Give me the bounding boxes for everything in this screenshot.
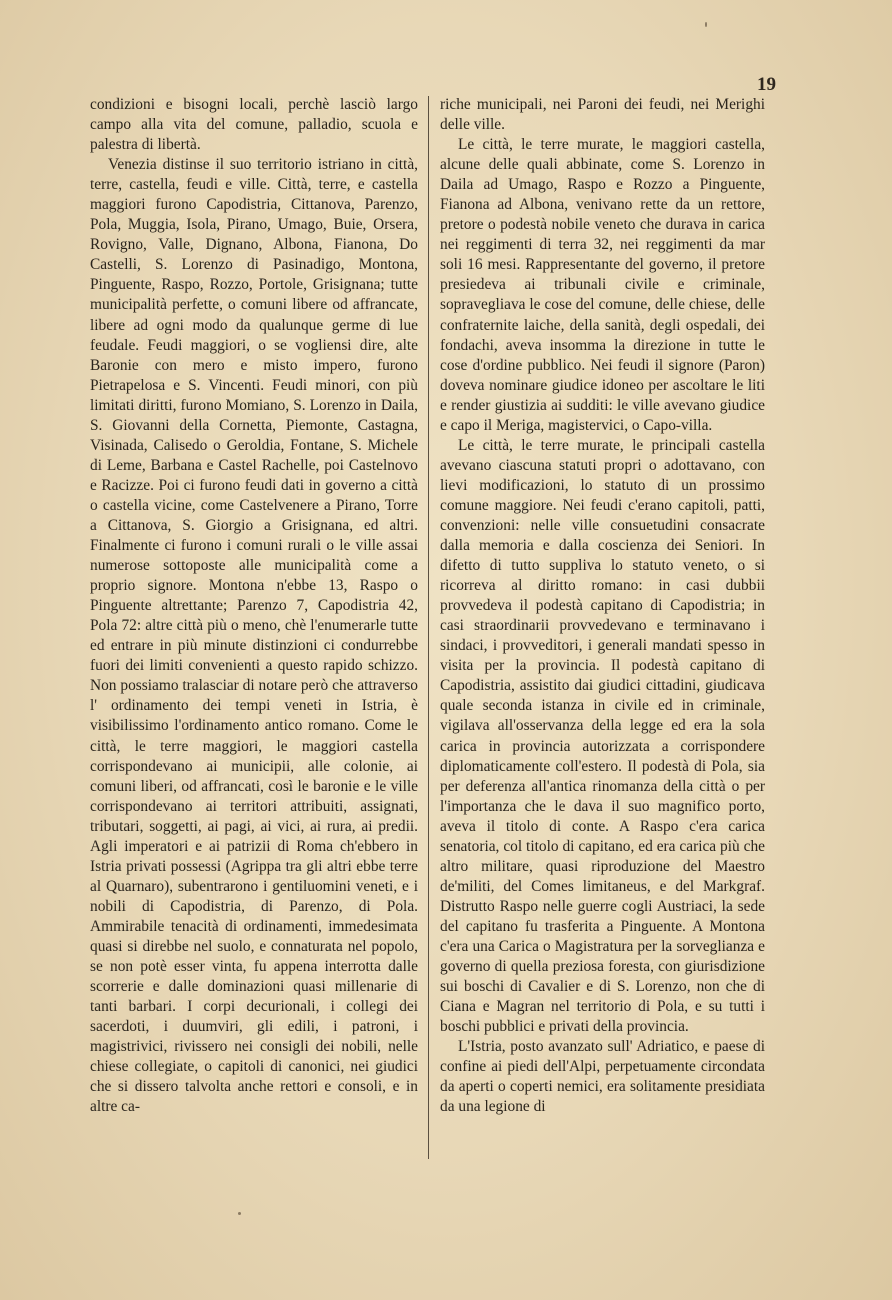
paragraph: Le città, le terre murate, le maggiori castella, alcune delle quali abbinate, come S. Lorenzo in Daila ad Umago, Raspo e Rozzo a Pinguente, Fianona ad Albona, venivano rette da un rettore, pretore o podestà nobile veneto che durava in carica nei reggimenti di terra 32, nei reggimenti da mar soli 16 mesi. Rappresentante del governo, il pretore presiedeva ai tribunali civile e criminale, sopravegliava le cose del comune, delle chiese, delle confraternite laiche, della sanità, degli ospedali, dei fondachi, aveva insomma la direzione in tutte le cose d'ordine pubblico. Nei feudi il signore (Paron) doveva nominare giudice idoneo per ascoltare le liti e render giustizia ai sudditi: le ville avevano giudice e capo il Meriga, magistervici, o Capo-villa. [440,136,765,434]
paper-speck [705,22,707,27]
left-text-column [90,95,418,1165]
paragraph: condizioni e bisogni locali, perchè lasciò largo campo alla vita del comune, palladio, scuola e palestra di libertà. [90,96,418,154]
paper-speck [238,1212,241,1215]
right-text-column [440,95,765,1165]
paragraph: Venezia distinse il suo territorio istriano in città, terre, castella, feudi e ville. Città, terre, e castella maggiori furono Capodistria, Cittanova, Parenzo, Pola, Muggia, Isola, Pirano, Umago, Buie, Orsera, Rovigno, Valle, Dignano, Albona, Fianona, Do Castelli, S. Lorenzo di Pasinadigo, Montona, Pinguente, Raspo, Rozzo, Portole, Grisignana; tutte municipalità perfette, o comuni libere od affrancate, libere ad ogni modo da qualunque germe di lue feudale. Feudi maggiori, o se vogliensi dire, alte Baronie con mero e misto impero, furono Pietrapelosa e S. Vincenti. Feudi minori, con più limitati diritti, furono Momiano, S. Lorenzo in Daila, S. Giovanni della Cornetta, Piemonte, Castagna, Visinada, Calisedo o Geroldia, Fontane, S. Michele di Leme, Barbana e Castel Rachelle, poi Castelnovo e Racizze. Poi ci furono feudi dati in governo a città o castella vicine, come Castelvenere a Pirano, Torre a Cittanova, S. Giorgio a Grisignana, ed altri. Finalmente ci furono i comuni rurali o le ville assai numerose sottoposte alle municipalità come a proprio signore. Montona n'ebbe 13, Raspo o Pinguente altrettante; Parenzo 7, Capodistria 42, Pola 72: altre città più o meno, chè l'enumerarle tutte ed entrare in più minute distinzioni ci condurrebbe fuori dei limiti convenienti a questo rapido schizzo. Non possiamo tralasciar di notare però che attraverso l' ordinamento dei tempi veneti in Istria, è visibilissimo l'ordinamento antico romano. Come le città, le terre maggiori, le maggiori castella corrispondevano ai municipii, alle colonie, ai comuni liberi, od affrancati, così le baronie e le ville corrispondevano ai territori attribuiti, assignati, tributari, soggetti, ai pagi, ai vici, ai rura, ai predii. Agli imperatori e ai patrizii di Roma ch'ebbero in Istria privati possessi (Agrippa tra gli altri ebbe terre al Quarnaro), subentrarono i gentiluomini veneti, e i nobili di Capodistria, di Parenzo, di Pola. Ammirabile tenacità di ordinamenti, immedesimata quasi si direbbe nel suolo, e connaturata nel popolo, se non potè esser vinta, fu appena interrotta dalle scorrerie e dalle dominazioni quasi millenarie di tanti barbari. I corpi decurionali, i collegi dei sacerdoti, i duumviri, gli edili, i patroni, i magistrivici, rivissero nei consigli dei nobili, nelle chiese collegiate, o capitoli di canonici, nei giudici che si dissero talvolta anche rettori e consoli, e in altre ca- [90,156,418,1116]
paragraph: L'Istria, posto avanzato sull' Adriatico, e paese di confine ai piedi dell'Alpi, perpetuamente circondata da aperti o coperti nemici, era solitamente presidiata da una legione di [440,1038,765,1116]
column-divider [428,96,429,1159]
paragraph: riche municipali, nei Paroni dei feudi, nei Merighi delle ville. [440,96,765,134]
paragraph: Le città, le terre murate, le principali castella avevano ciascuna statuti propri o adottavano, con lievi modificazioni, lo statuto di un prossimo comune maggiore. Nei feudi c'erano capitoli, patti, convenzioni: nelle ville consuetudini consacrate dalla memoria e dalla coscienza dei Seniori. In difetto di tutto suppliva lo statuto veneto, o si ricorreva al diritto romano: in casi dubbii provvedeva il podestà capitano di Capodistria; in casi straordinarii provvedevano e terminavano i sindaci, i provveditori, i generali mandati spesso in visita per la provincia. Il podestà capitano di Capodistria, assistito dai giudici cittadini, giudicava quale seconda istanza in civile ed in criminale, vigilava all'osservanza della legge ed era la sola carica in provincia autorizzata a corrispondere diplomaticamente coll'estero. Il podestà di Pola, sia per deferenza all'antica rinomanza della città o per l'importanza che le dava il suo magnifico porto, aveva il titolo di conte. A Raspo c'era carica senatoria, col titolo di capitano, ed era carica più che altro militare, quasi riproduzione del Maestro de'militi, del Comes limitaneus, e del Markgraf. Distrutto Raspo nelle guerre cogli Austriaci, la sede del capitano fu trasferita a Pinguente. A Montona c'era una Carica o Magistratura per la sorveglianza e governo di quella preziosa foresta, con giurisdizione sui boschi di Cavalier e di S. Lorenzo, non che di Ciana e Magran nel territorio di Pola, e su tutti i boschi pubblici e privati della provincia. [440,436,765,1036]
page-number: 19 [757,74,776,95]
